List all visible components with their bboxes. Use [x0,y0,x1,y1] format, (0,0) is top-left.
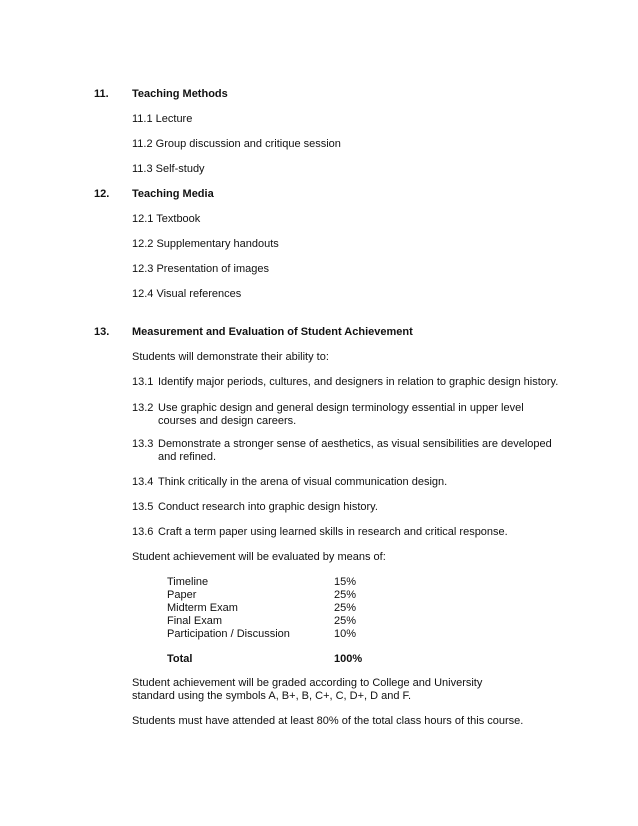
objective-text: Conduct research into graphic design history. [158,501,378,513]
list-item: 11.2 Group discussion and critique session [132,138,341,150]
evaluation-item: Participation / Discussion [167,628,290,640]
section-13-number: 13. [94,326,110,338]
list-item: 12.3 Presentation of images [132,263,269,275]
list-item: 12.1 Textbook [132,213,201,225]
section-11-title: Teaching Methods [132,88,228,100]
objective-text: Think critically in the arena of visual communication design. [158,476,448,488]
section-12-number: 12. [94,188,110,200]
list-item: 11.1 Lecture [132,113,193,125]
section-12-title: Teaching Media [132,188,214,200]
attendance-text: Students must have attended at least 80% of the total class hours of this course. [132,715,524,727]
objective-number: 13.2 [132,402,154,414]
objective-number: 13.1 [132,376,154,388]
section-13-title: Measurement and Evaluation of Student Achievement [132,326,413,338]
evaluation-item: Midterm Exam [167,602,238,614]
objectives-intro: Students will demonstrate their ability to: [132,351,329,363]
evaluation-weight: 25% [334,615,357,627]
evaluation-weight: 25% [334,602,357,614]
evaluation-intro: Student achievement will be evaluated by means of: [132,551,386,563]
list-item: 12.4 Visual references [132,288,242,300]
objective-text: Use graphic design and general design terminology essential in upper level [158,402,524,414]
evaluation-weight: 25% [334,589,357,601]
grading-text: Student achievement will be graded according to College and University [132,677,483,689]
list-item: 12.2 Supplementary handouts [132,238,279,250]
evaluation-total-value: 100% [334,653,363,665]
objective-text: and refined. [158,451,217,463]
evaluation-total-label: Total [167,653,193,665]
evaluation-item: Timeline [167,576,209,588]
evaluation-weight: 10% [334,628,357,640]
objective-text: Identify major periods, cultures, and designers in relation to graphic design history. [158,376,559,388]
grading-text: standard using the symbols A, B+, B, C+, C, D+, D and F. [132,690,412,702]
objective-number: 13.6 [132,526,154,538]
evaluation-item: Final Exam [167,615,223,627]
objective-text: courses and design careers. [158,415,297,427]
list-item: 11.3 Self-study [132,163,205,175]
objective-number: 13.5 [132,501,154,513]
objective-number: 13.3 [132,438,154,450]
evaluation-weight: 15% [334,576,357,588]
objective-number: 13.4 [132,476,154,488]
objective-text: Demonstrate a stronger sense of aesthetics, as visual sensibilities are developed [158,438,552,450]
objective-text: Craft a term paper using learned skills in research and critical response. [158,526,508,538]
evaluation-item: Paper [167,589,197,601]
section-11-number: 11. [94,88,109,100]
